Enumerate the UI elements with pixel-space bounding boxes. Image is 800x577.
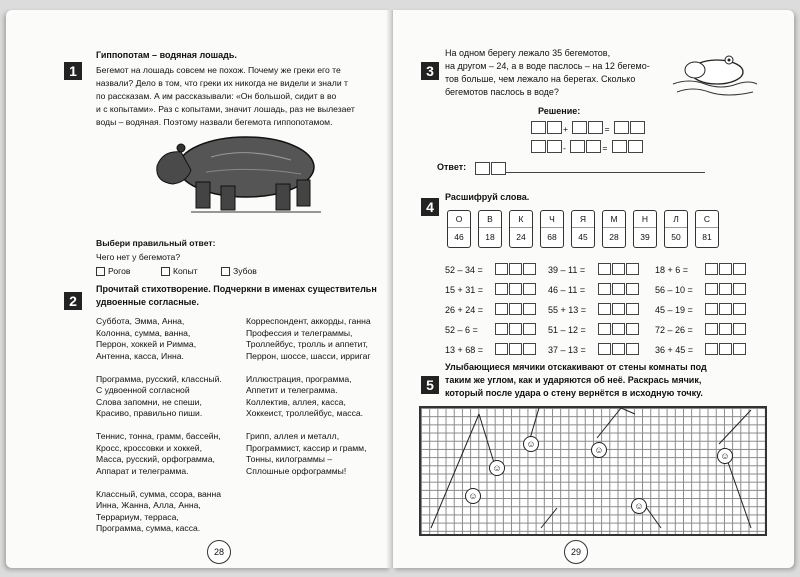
equation-row[interactable] [445, 280, 537, 298]
equation-row[interactable] [548, 320, 640, 338]
answer-box[interactable] [705, 283, 718, 295]
checkbox[interactable] [96, 267, 105, 276]
exercise-4-title: Расшифруй слова. [445, 192, 530, 202]
equation-text: 55 + 13 = [548, 305, 587, 315]
answer-box[interactable] [495, 263, 508, 275]
equation-text: 39 – 11 = [548, 265, 586, 275]
answer-box[interactable] [509, 323, 522, 335]
exercise-2-title-1: Прочитай стихотворение. Подчеркни в именах существительн [96, 284, 377, 294]
exercise-5-badge: 5 [421, 376, 439, 394]
cipher-letter: Н [634, 211, 656, 228]
cipher-letter: К [510, 211, 532, 228]
answer-box[interactable] [612, 323, 625, 335]
answer-box[interactable] [612, 283, 625, 295]
poem-line: Террариум, терраса, [96, 511, 179, 522]
poem-line: Аппарат и телеграмма. [96, 465, 189, 476]
answer-box[interactable] [523, 303, 536, 315]
cipher-number: 18 [485, 232, 495, 242]
exercise-5-line-3: который после удара о стену вернётся в исходную точку. [445, 388, 703, 398]
answer-box[interactable] [705, 323, 718, 335]
answer-box[interactable] [509, 343, 522, 355]
exercise-1-title: Гиппопотам – водяная лошадь. [96, 50, 237, 60]
equation-text: 18 + 6 = [655, 265, 689, 275]
solution-row-1[interactable]: + = [531, 119, 646, 137]
ball-1[interactable]: ☺ [489, 460, 505, 476]
right-page [393, 10, 794, 568]
question-text: Чего нет у бегемота? [96, 252, 181, 262]
poem-line: Иллюстрация, программа, [246, 373, 352, 384]
answer-box[interactable] [598, 323, 611, 335]
cipher-card [447, 210, 471, 248]
answer-box[interactable] [705, 263, 718, 275]
checkbox[interactable] [221, 267, 230, 276]
cipher-number: 45 [578, 232, 588, 242]
cipher-letter: Л [665, 211, 687, 228]
answer-box[interactable] [626, 303, 639, 315]
answer-box[interactable] [523, 283, 536, 295]
answer-line[interactable] [505, 172, 705, 173]
equation-text: 36 + 45 = [655, 345, 694, 355]
equation-row[interactable] [655, 300, 747, 318]
cipher-card [633, 210, 657, 248]
cipher-number: 68 [547, 232, 557, 242]
cipher-card [571, 210, 595, 248]
solution-row-2[interactable]: - = [531, 138, 644, 156]
exercise-3-line-1: На одном берегу лежало 35 бегемотов, [445, 48, 611, 58]
poem-line: Профессия и телеграммы, [246, 327, 353, 338]
answer-box[interactable] [509, 263, 522, 275]
cipher-number: 81 [702, 232, 712, 242]
answer-box[interactable] [495, 323, 508, 335]
equation-text: 52 – 6 = [445, 325, 478, 335]
answer-box[interactable] [612, 263, 625, 275]
poem-column-2 [246, 316, 371, 477]
answer-box[interactable] [733, 323, 746, 335]
answer-box[interactable] [626, 283, 639, 295]
cipher-number: 46 [454, 232, 464, 242]
poem-line: Тонны, килограммы – [246, 454, 333, 464]
answer-box[interactable] [509, 303, 522, 315]
equation-text: 46 – 11 = [548, 285, 586, 295]
poem-line [96, 477, 222, 489]
equation-row[interactable] [655, 320, 747, 338]
answer-box[interactable] [523, 263, 536, 275]
ball-4[interactable]: ☺ [591, 442, 607, 458]
left-page [6, 10, 391, 568]
poem-line: Коллектив, аллея, касса, [246, 396, 346, 407]
equation-text: 52 – 34 = [445, 265, 483, 275]
exercise-1-line-2: назвали? Дело в том, что греки их никогда не видели и знали т [96, 78, 348, 88]
poem-line: Программа, сумма, касса. [96, 523, 201, 533]
poem-line: Теннис, тонна, грамм, бассейн, [96, 431, 221, 441]
ball-5[interactable]: ☺ [631, 498, 647, 514]
poem-line [246, 362, 371, 374]
poem-line: Грипп, аллея и металл, [246, 431, 340, 441]
poem-line: Антенна, касса, Инна. [96, 350, 184, 361]
answer-box[interactable] [733, 283, 746, 295]
exercise-3-line-4: бегемотов паслось в воде? [445, 87, 559, 97]
exercise-1-line-4: и с копытами». Раз с копытами, значит лошадь, раз не вылезает [96, 104, 355, 114]
answer-box[interactable] [523, 323, 536, 335]
exercise-3-line-3: тов больше, чем лежало на берегах. Сколько [445, 74, 636, 84]
answer-box[interactable] [719, 323, 732, 335]
equation-text: 72 – 26 = [655, 325, 693, 335]
answer-box[interactable] [598, 343, 611, 355]
exercise-2-badge: 2 [64, 292, 82, 310]
poem-line [96, 362, 222, 374]
exercise-3-line-2: на другом – 24, а в воде паслось – на 12 бегемо- [445, 61, 650, 71]
poem-line [96, 420, 222, 432]
cipher-number: 28 [609, 232, 619, 242]
cipher-letter: Я [572, 211, 594, 228]
equation-row[interactable] [655, 280, 747, 298]
answer-box[interactable] [626, 343, 639, 355]
cipher-letter: М [603, 211, 625, 228]
poem-line: Колонна, сумма, ванна, [96, 327, 191, 338]
equation-row[interactable] [655, 260, 747, 278]
cipher-card [664, 210, 688, 248]
cipher-card [509, 210, 533, 248]
book-spread [6, 10, 794, 568]
equation-text: 56 – 10 = [655, 285, 693, 295]
answer-box[interactable] [612, 303, 625, 315]
equation-row[interactable] [445, 260, 537, 278]
answer-box[interactable] [705, 303, 718, 315]
poem-line: Перрон, шоссе, шасси, ирригаг [246, 350, 371, 361]
cipher-number: 50 [671, 232, 681, 242]
equation-text: 51 – 12 = [548, 325, 586, 335]
answer-box[interactable] [705, 343, 718, 355]
exercise-1-badge: 1 [64, 62, 82, 80]
equation-row[interactable] [655, 340, 747, 358]
exercise-4-badge: 4 [421, 198, 439, 216]
equation-row[interactable] [445, 300, 537, 318]
cipher-card [695, 210, 719, 248]
poem-column-1 [96, 316, 222, 535]
equation-text: 15 + 31 = [445, 285, 484, 295]
ball-6[interactable]: ☺ [717, 448, 733, 464]
page-number-left: 28 [207, 540, 231, 564]
poem-line: С удвоенной согласной [96, 385, 190, 395]
cipher-letter: О [448, 211, 470, 228]
answer-box[interactable] [598, 283, 611, 295]
answer-box[interactable] [626, 323, 639, 335]
cipher-letter: Ч [541, 211, 563, 228]
answer-box[interactable] [495, 283, 508, 295]
answer-box[interactable] [495, 343, 508, 355]
answer-box[interactable] [495, 303, 508, 315]
hippo-in-water-illustration [669, 44, 759, 100]
exercise-1-line-3: по рассказам. А им рассказывали: «Он большой, сидит в во [96, 91, 337, 101]
bounce-grid [419, 406, 767, 536]
poem-line: Красиво, правильно пиши. [96, 408, 203, 418]
poem-line: Программист, кассир и грамм, [246, 442, 367, 453]
poem-line: Перрон, хоккей и Римма, [96, 339, 197, 349]
cipher-number: 24 [516, 232, 526, 242]
answer-box[interactable] [719, 303, 732, 315]
page-number-right: 29 [564, 540, 588, 564]
poem-line: Классный, сумма, ссора, ванна [96, 488, 222, 499]
poem-line: Слова запомни, не спеши, [96, 396, 202, 407]
option-horns[interactable]: Рогов [96, 266, 130, 277]
ball-3[interactable]: ☺ [465, 488, 481, 504]
answer-box[interactable] [598, 303, 611, 315]
equation-text: 13 + 68 = [445, 345, 484, 355]
equation-row[interactable] [445, 340, 537, 358]
answer-box[interactable] [719, 263, 732, 275]
ball-2[interactable]: ☺ [523, 436, 539, 452]
poem-line: Инна, Жанна, Алла, Анна, [96, 500, 201, 510]
option-teeth[interactable]: Зубов [221, 266, 257, 277]
cipher-card [478, 210, 502, 248]
answer-box[interactable] [719, 343, 732, 355]
answer-box[interactable] [612, 343, 625, 355]
choose-answer-title: Выбери правильный ответ: [96, 238, 216, 248]
cipher-card [602, 210, 626, 248]
option-hooves[interactable]: Копыт [161, 266, 198, 277]
exercise-1-line-1: Бегемот на лошадь совсем не похож. Почему же греки его те [96, 65, 341, 75]
answer-box[interactable] [598, 263, 611, 275]
solution-label: Решение: [538, 106, 581, 116]
exercise-3-badge: 3 [421, 62, 439, 80]
bounce-paths [421, 408, 765, 534]
answer-box[interactable] [733, 343, 746, 355]
cipher-number: 39 [640, 232, 650, 242]
answer-box[interactable] [523, 343, 536, 355]
poem-line: Суббота, Эмма, Анна, [96, 316, 185, 326]
exercise-5-line-2: таким же углом, как и ударяются об неё. Раскрась мячик, [445, 375, 702, 385]
equation-text: 37 – 13 = [548, 345, 586, 355]
equation-row[interactable] [548, 300, 640, 318]
exercise-1-line-5: воды – водяная. Поэтому назвали бегемота гиппопотамом. [96, 117, 333, 127]
poem-line: Троллейбус, тролль и аппетит, [246, 339, 368, 349]
cipher-card [540, 210, 564, 248]
cipher-letter: В [479, 211, 501, 228]
equation-text: 45 – 19 = [655, 305, 693, 315]
checkbox[interactable] [161, 267, 170, 276]
answer-box[interactable] [626, 263, 639, 275]
equation-row[interactable] [548, 340, 640, 358]
poem-line: Аппетит и телеграмма. [246, 385, 338, 395]
poem-line: Кросс, кроссовки и хоккей, [96, 442, 202, 453]
equation-text: 26 + 24 = [445, 305, 484, 315]
poem-line: Корреспондент, аккорды, ганна [246, 316, 371, 326]
poem-line: Масса, русский, орфограмма, [96, 454, 215, 464]
poem-line [246, 420, 371, 432]
hippo-illustration [151, 122, 331, 218]
equation-row[interactable] [548, 260, 640, 278]
answer-box[interactable] [733, 303, 746, 315]
answer-box[interactable] [719, 283, 732, 295]
poem-line: Сплошные орфограммы! [246, 465, 347, 476]
answer-boxes[interactable] [475, 160, 507, 178]
equation-row[interactable] [445, 320, 537, 338]
answer-box[interactable] [509, 283, 522, 295]
cipher-letter: С [696, 211, 718, 228]
exercise-5-line-1: Улыбающиеся мячики отскакивают от стены комнаты под [445, 362, 707, 372]
equation-row[interactable] [548, 280, 640, 298]
poem-line: Программа, русский, классный. [96, 373, 222, 384]
answer-label: Ответ: [437, 162, 467, 172]
poem-line: Хоккеист, троллейбус, масса. [246, 408, 364, 418]
exercise-2-title-2: удвоенные согласные. [96, 297, 199, 307]
answer-box[interactable] [733, 263, 746, 275]
